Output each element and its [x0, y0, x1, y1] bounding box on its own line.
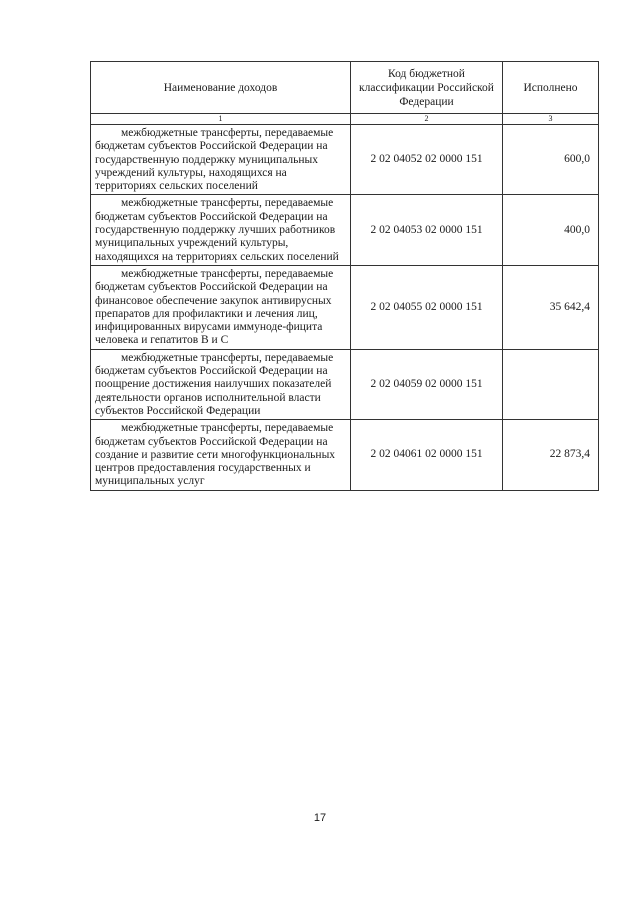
- revenue-name-cell: межбюджетные трансферты, передаваемые бюджетам субъектов Российской Федерации на поощрение достижения наилучших показателей деятельности органов исполнительной власти субъектов Российской Федерации: [91, 349, 351, 419]
- table-row: [91, 265, 599, 349]
- header-budget-code: Код бюджетной классификации Российской Федерации: [351, 62, 503, 114]
- header-executed: Исполнено: [503, 62, 599, 114]
- revenue-name-cell: межбюджетные трансферты, передаваемые бюджетам субъектов Российской Федерации на создание и развитие сети многофункциональных центров предоставления государственных и муниципальных услуг: [91, 420, 351, 490]
- executed-amount-cell: [503, 349, 599, 419]
- executed-amount-cell: 600,0: [503, 125, 599, 195]
- executed-amount-cell: 400,0: [503, 195, 599, 265]
- revenue-table: [90, 61, 599, 491]
- page-number: 17: [313, 812, 327, 824]
- budget-code-cell: 2 02 04059 02 0000 151: [351, 349, 503, 419]
- budget-code-cell: 2 02 04052 02 0000 151: [351, 125, 503, 195]
- header-revenue-name: Наименование доходов: [91, 62, 351, 114]
- revenue-name-cell: межбюджетные трансферты, передаваемые бюджетам субъектов Российской Федерации на государственную поддержку муниципальных учреждений культуры, находящихся на территориях сельских поселений: [91, 125, 351, 195]
- executed-amount-cell: 35 642,4: [503, 265, 599, 349]
- table-row: [91, 420, 599, 490]
- executed-amount-cell: 22 873,4: [503, 420, 599, 490]
- table-row: [91, 195, 599, 265]
- table-row: [91, 349, 599, 419]
- budget-code-cell: 2 02 04055 02 0000 151: [351, 265, 503, 349]
- column-number-2: 2: [351, 114, 503, 125]
- budget-code-cell: 2 02 04061 02 0000 151: [351, 420, 503, 490]
- revenue-name-cell: межбюджетные трансферты, передаваемые бюджетам субъектов Российской Федерации на финансовое обеспечение закупок антивирусных препаратов для профилактики и лечения лиц, инфицированных вирусами иммуноде-фицита человека и гепатитов B и C: [91, 265, 351, 349]
- column-number-1: 1: [91, 114, 351, 125]
- revenue-name-cell: межбюджетные трансферты, передаваемые бюджетам субъектов Российской Федерации на государственную поддержку лучших работников муниципальных учреждений культуры, находящихся на территориях сельских поселений: [91, 195, 351, 265]
- column-number-row: [91, 114, 599, 125]
- budget-code-cell: 2 02 04053 02 0000 151: [351, 195, 503, 265]
- table-header-row: [91, 62, 599, 114]
- column-number-3: 3: [503, 114, 599, 125]
- table-row: [91, 125, 599, 195]
